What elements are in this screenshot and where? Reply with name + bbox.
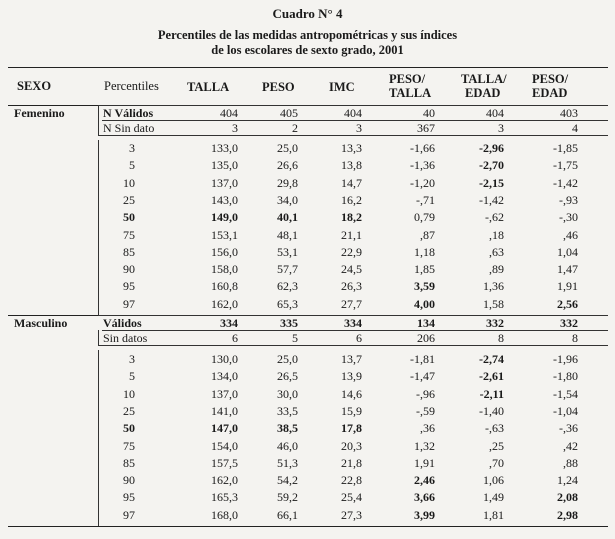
cell-peso-talla: -1,47 bbox=[410, 369, 435, 384]
table-number: Cuadro N° 4 bbox=[272, 6, 343, 21]
cell-imc: 25,4 bbox=[341, 490, 362, 505]
cell-peso: 34,0 bbox=[277, 192, 298, 207]
cell-percentile: 90 bbox=[123, 473, 135, 488]
header-talla-edad-line2: EDAD bbox=[465, 86, 501, 100]
cell-talla-edad: ,70 bbox=[489, 455, 504, 470]
cell-imc: 26,3 bbox=[341, 279, 362, 294]
cell-percentile: 3 bbox=[129, 141, 135, 155]
cell-talla-edad: 1,58 bbox=[483, 296, 504, 311]
table-row bbox=[0, 228, 615, 243]
cell-imc: 6 bbox=[356, 331, 362, 345]
cell-percentile: 97 bbox=[123, 296, 135, 311]
cell-peso-edad: ,46 bbox=[563, 227, 578, 242]
table-row bbox=[0, 369, 615, 384]
cell-imc: 334 bbox=[344, 316, 362, 330]
cell-imc: 14,6 bbox=[341, 386, 362, 401]
cell-peso: 59,2 bbox=[277, 490, 298, 505]
header-peso-edad bbox=[532, 72, 568, 100]
cell-imc: 27,7 bbox=[341, 296, 362, 311]
row-label: Sin datos bbox=[103, 331, 148, 345]
cell-percentile: 25 bbox=[123, 403, 135, 418]
cell-talla: 6 bbox=[232, 331, 238, 345]
cell-talla-edad: -2,74 bbox=[479, 352, 504, 366]
table-row bbox=[0, 439, 615, 454]
header-peso-talla-line2: TALLA bbox=[389, 86, 432, 100]
cell-peso: 53,1 bbox=[277, 244, 298, 259]
cell-peso: 38,5 bbox=[277, 421, 298, 436]
cell-talla: 334 bbox=[220, 316, 238, 330]
cell-peso-edad: 4 bbox=[572, 121, 578, 135]
masculino-validos-row bbox=[0, 316, 615, 331]
table-row bbox=[0, 297, 615, 312]
table-row bbox=[0, 404, 615, 419]
cell-percentile: 95 bbox=[123, 279, 135, 294]
cell-peso: 66,1 bbox=[277, 507, 298, 522]
table-row bbox=[0, 176, 615, 191]
cell-percentile: 97 bbox=[123, 507, 135, 522]
cell-talla: 154,0 bbox=[211, 438, 238, 453]
cell-talla: 158,0 bbox=[211, 262, 238, 277]
cell-peso-talla: 367 bbox=[417, 121, 435, 135]
cell-imc: 24,5 bbox=[341, 262, 362, 277]
cell-talla-edad: 1,06 bbox=[483, 473, 504, 488]
cell-talla-edad: -1,40 bbox=[479, 403, 504, 418]
cell-peso: 33,5 bbox=[277, 403, 298, 418]
table-row bbox=[0, 279, 615, 294]
cell-imc: 22,9 bbox=[341, 244, 362, 259]
cell-percentile: 75 bbox=[123, 227, 135, 242]
cell-talla-edad: 404 bbox=[486, 106, 504, 120]
cell-percentile: 95 bbox=[123, 490, 135, 505]
cell-peso-edad: 2,98 bbox=[557, 507, 578, 522]
table-caption bbox=[0, 28, 615, 58]
cell-peso-edad: ,42 bbox=[563, 438, 578, 453]
cell-imc: 21,1 bbox=[341, 227, 362, 242]
table-row bbox=[0, 352, 615, 367]
cell-peso-talla: 3,66 bbox=[414, 490, 435, 505]
cell-talla-edad: -,63 bbox=[485, 421, 504, 436]
cell-peso-talla: 3,59 bbox=[414, 279, 435, 294]
cell-peso-edad: 2,56 bbox=[557, 296, 578, 311]
table-row bbox=[0, 193, 615, 208]
cell-talla-edad: ,89 bbox=[489, 262, 504, 277]
cell-imc: 13,9 bbox=[341, 369, 362, 384]
header-percentiles: Percentiles bbox=[104, 79, 159, 93]
cell-talla: 157,5 bbox=[211, 455, 238, 470]
cell-talla: 143,0 bbox=[211, 192, 238, 207]
cell-peso-talla: 134 bbox=[417, 316, 435, 330]
cell-percentile: 10 bbox=[123, 386, 135, 401]
cell-peso: 40,1 bbox=[277, 210, 298, 225]
header-talla: TALLA bbox=[187, 80, 230, 94]
cell-peso-talla: 1,91 bbox=[414, 455, 435, 470]
cell-talla: 162,0 bbox=[211, 296, 238, 311]
cell-peso: 25,0 bbox=[277, 352, 298, 366]
header-talla-edad-line1: TALLA/ bbox=[461, 72, 507, 86]
cell-peso-edad: -,93 bbox=[559, 192, 578, 207]
cell-talla-edad: -2,70 bbox=[479, 158, 504, 173]
cell-peso-talla: 2,46 bbox=[414, 473, 435, 488]
cell-peso: 62,3 bbox=[277, 279, 298, 294]
sex-label-femenino: Femenino bbox=[14, 106, 65, 120]
table-row bbox=[0, 387, 615, 402]
cell-peso-edad: 403 bbox=[560, 106, 578, 120]
header-imc: IMC bbox=[329, 80, 355, 94]
cell-peso-talla: 3,99 bbox=[414, 507, 435, 522]
table-row bbox=[0, 158, 615, 173]
cell-peso-edad: -1,54 bbox=[553, 386, 578, 401]
cell-peso-edad: -1,96 bbox=[553, 352, 578, 366]
cell-peso-talla: -,71 bbox=[416, 192, 435, 207]
cell-peso-edad: -,30 bbox=[559, 210, 578, 225]
cell-peso-talla: 1,85 bbox=[414, 262, 435, 277]
cell-peso-talla: -,59 bbox=[416, 403, 435, 418]
header-peso-talla-line1: PESO/ bbox=[389, 72, 426, 86]
cell-peso-edad: 1,91 bbox=[557, 279, 578, 294]
cell-peso: 51,3 bbox=[277, 455, 298, 470]
table-row bbox=[0, 473, 615, 488]
cell-talla-edad: 3 bbox=[498, 121, 504, 135]
row-label: N Sin dato bbox=[103, 121, 155, 135]
cell-talla-edad: ,18 bbox=[489, 227, 504, 242]
cell-peso-edad: ,88 bbox=[563, 455, 578, 470]
table-row bbox=[0, 508, 615, 523]
cell-peso-edad: 1,24 bbox=[557, 473, 578, 488]
cell-peso: 54,2 bbox=[277, 473, 298, 488]
cell-talla: 156,0 bbox=[211, 244, 238, 259]
cell-percentile: 5 bbox=[129, 158, 135, 173]
cell-talla-edad: -2,61 bbox=[479, 369, 504, 384]
cell-percentile: 85 bbox=[123, 244, 135, 259]
cell-talla-edad: 1,81 bbox=[483, 507, 504, 522]
caption-line-2: de los escolares de sexto grado, 2001 bbox=[211, 43, 404, 57]
header-talla-edad bbox=[461, 72, 507, 100]
cell-peso-talla: 206 bbox=[417, 331, 435, 345]
cell-talla-edad: -2,96 bbox=[479, 141, 504, 155]
cell-imc: 21,8 bbox=[341, 455, 362, 470]
cell-peso-edad: 332 bbox=[560, 316, 578, 330]
cell-talla: 147,0 bbox=[211, 421, 238, 436]
cell-peso: 29,8 bbox=[277, 175, 298, 190]
cell-peso-edad: -1,85 bbox=[553, 141, 578, 155]
cell-percentile: 85 bbox=[123, 455, 135, 470]
table-row bbox=[0, 262, 615, 277]
cell-peso-talla: 1,32 bbox=[414, 438, 435, 453]
cell-imc: 3 bbox=[356, 121, 362, 135]
row-label: N Válidos bbox=[103, 106, 154, 120]
cell-talla-edad: -1,42 bbox=[479, 192, 504, 207]
cell-peso: 65,3 bbox=[277, 296, 298, 311]
cell-talla: 168,0 bbox=[211, 507, 238, 522]
header-sexo: SEXO bbox=[17, 79, 52, 93]
cell-peso: 26,6 bbox=[277, 158, 298, 173]
header-peso-edad-line2: EDAD bbox=[532, 86, 568, 100]
cell-peso-edad: -1,04 bbox=[553, 403, 578, 418]
row-label: Válidos bbox=[103, 316, 142, 330]
cell-percentile: 50 bbox=[123, 210, 135, 225]
cell-peso-edad: 8 bbox=[572, 331, 578, 345]
table-row bbox=[0, 490, 615, 505]
cell-peso-talla: 1,18 bbox=[414, 244, 435, 259]
cell-imc: 15,9 bbox=[341, 403, 362, 418]
cell-imc: 13,7 bbox=[341, 352, 362, 366]
cell-percentile: 90 bbox=[123, 262, 135, 277]
cell-peso: 405 bbox=[280, 106, 298, 120]
cell-talla: 153,1 bbox=[211, 227, 238, 242]
cell-peso-talla: ,87 bbox=[420, 227, 435, 242]
cell-peso-edad: -1,75 bbox=[553, 158, 578, 173]
cell-talla: 137,0 bbox=[211, 386, 238, 401]
cell-peso-edad: 1,47 bbox=[557, 262, 578, 277]
cell-peso-talla: 4,00 bbox=[414, 296, 435, 311]
cell-talla-edad: -,62 bbox=[485, 210, 504, 225]
cell-percentile: 10 bbox=[123, 175, 135, 190]
cell-talla: 141,0 bbox=[211, 403, 238, 418]
cell-peso: 25,0 bbox=[277, 141, 298, 155]
cell-talla-edad: -2,11 bbox=[479, 386, 504, 401]
cell-talla-edad: ,25 bbox=[489, 438, 504, 453]
cell-talla: 160,8 bbox=[211, 279, 238, 294]
cell-talla: 134,0 bbox=[211, 369, 238, 384]
caption-line-1: Percentiles de las medidas antropométricas y sus índices bbox=[157, 28, 458, 42]
header-peso-talla bbox=[389, 72, 431, 100]
cell-imc: 14,7 bbox=[341, 175, 362, 190]
cell-peso: 57,7 bbox=[277, 262, 298, 277]
cell-peso-talla: -1,81 bbox=[410, 352, 435, 366]
cell-peso-edad: -1,80 bbox=[553, 369, 578, 384]
cell-peso: 48,1 bbox=[277, 227, 298, 242]
cell-peso-talla: -1,36 bbox=[410, 158, 435, 173]
cell-imc: 27,3 bbox=[341, 507, 362, 522]
cell-percentile: 50 bbox=[123, 421, 135, 436]
cell-talla: 137,0 bbox=[211, 175, 238, 190]
cell-peso-talla: -1,66 bbox=[410, 141, 435, 155]
cell-talla: 404 bbox=[220, 106, 238, 120]
cell-peso: 46,0 bbox=[277, 438, 298, 453]
table-row bbox=[0, 421, 615, 436]
cell-peso-talla: -1,20 bbox=[410, 175, 435, 190]
cell-talla-edad: 332 bbox=[486, 316, 504, 330]
cell-peso: 26,5 bbox=[277, 369, 298, 384]
header-peso-edad-line1: PESO/ bbox=[532, 72, 569, 86]
cell-peso-talla: 40 bbox=[423, 106, 435, 120]
cell-peso: 5 bbox=[292, 331, 298, 345]
cell-talla-edad: ,63 bbox=[489, 244, 504, 259]
cell-peso-edad: -1,42 bbox=[553, 175, 578, 190]
cell-percentile: 25 bbox=[123, 192, 135, 207]
table-row bbox=[0, 456, 615, 471]
femenino-validos-row bbox=[0, 106, 615, 121]
masculino-sindato-row bbox=[0, 331, 615, 346]
cell-peso-edad: 2,08 bbox=[557, 490, 578, 505]
table-row bbox=[0, 210, 615, 225]
cell-peso-edad: 1,04 bbox=[557, 244, 578, 259]
table-bottom-rule bbox=[8, 526, 608, 527]
cell-peso-talla: -,96 bbox=[416, 386, 435, 401]
cell-talla-edad: 1,36 bbox=[483, 279, 504, 294]
table-row bbox=[0, 245, 615, 260]
cell-talla-edad: -2,15 bbox=[479, 175, 504, 190]
cell-imc: 18,2 bbox=[341, 210, 362, 225]
cell-percentile: 75 bbox=[123, 438, 135, 453]
cell-talla-edad: 8 bbox=[498, 331, 504, 345]
femenino-sindato-row bbox=[0, 121, 615, 136]
cell-percentile: 5 bbox=[129, 369, 135, 384]
cell-talla: 3 bbox=[232, 121, 238, 135]
cell-talla: 130,0 bbox=[211, 352, 238, 366]
cell-imc: 404 bbox=[344, 106, 362, 120]
cell-peso-talla: 0,79 bbox=[414, 210, 435, 225]
cell-talla: 133,0 bbox=[211, 141, 238, 155]
sex-label-masculino: Masculino bbox=[14, 316, 68, 330]
cell-talla: 135,0 bbox=[211, 158, 238, 173]
cell-talla: 162,0 bbox=[211, 473, 238, 488]
cell-imc: 13,8 bbox=[341, 158, 362, 173]
cell-peso-talla: ,36 bbox=[420, 421, 435, 436]
cell-peso-edad: -,36 bbox=[559, 421, 578, 436]
cell-imc: 16,2 bbox=[341, 192, 362, 207]
cell-talla-edad: 1,49 bbox=[483, 490, 504, 505]
cell-imc: 22,8 bbox=[341, 473, 362, 488]
cell-imc: 17,8 bbox=[341, 421, 362, 436]
cell-peso: 30,0 bbox=[277, 386, 298, 401]
cell-talla: 149,0 bbox=[211, 210, 238, 225]
header-top-rule bbox=[8, 67, 608, 68]
cell-imc: 13,3 bbox=[341, 141, 362, 155]
cell-peso: 2 bbox=[292, 121, 298, 135]
header-peso: PESO bbox=[262, 80, 295, 94]
table-row bbox=[0, 141, 615, 156]
cell-imc: 20,3 bbox=[341, 438, 362, 453]
cell-peso: 335 bbox=[280, 316, 298, 330]
cell-percentile: 3 bbox=[129, 352, 135, 366]
cell-talla: 165,3 bbox=[211, 490, 238, 505]
